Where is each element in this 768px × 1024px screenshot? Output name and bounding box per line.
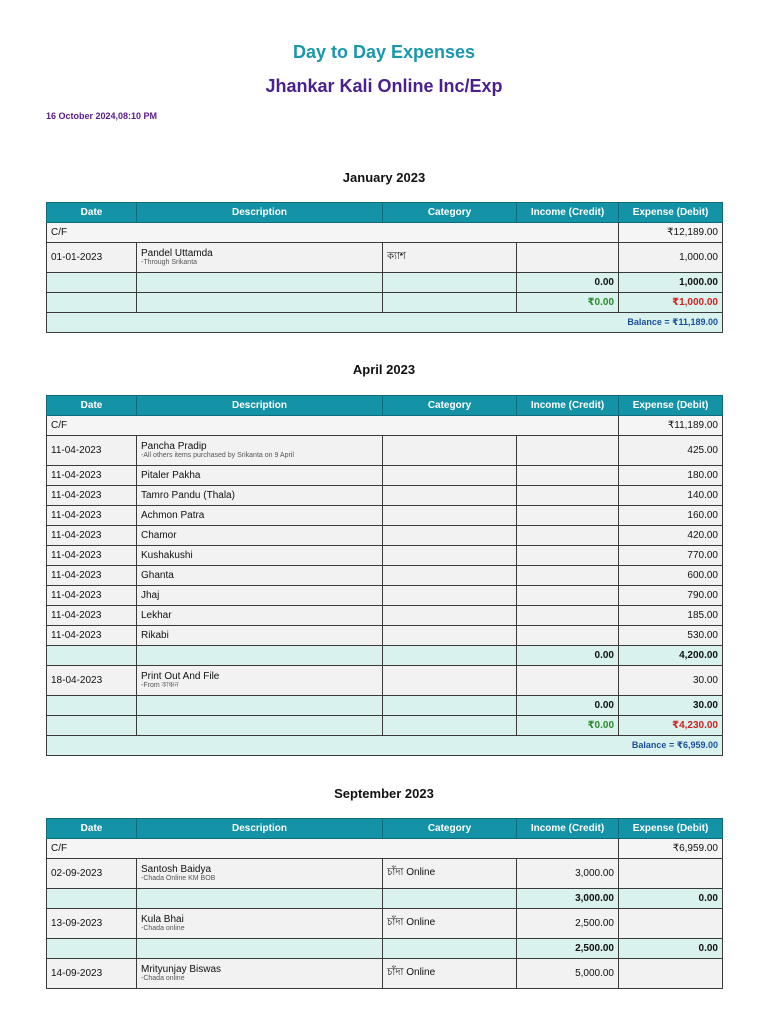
entry-description: [137, 526, 383, 546]
entry-category: [383, 526, 517, 546]
entry-category: [383, 546, 517, 566]
carry-forward-row: [47, 839, 723, 859]
total-empty: [47, 716, 137, 736]
entry-expense: 770.00: [619, 546, 723, 566]
total-row: [47, 716, 723, 736]
entry-description: [137, 486, 383, 506]
entry-category: চাঁদা Online: [383, 959, 517, 989]
entry-expense: 530.00: [619, 626, 723, 646]
entry-category: [383, 606, 517, 626]
column-date: Date: [47, 396, 137, 416]
total-empty: [383, 293, 517, 313]
subtotal-income: 0.00: [517, 646, 619, 666]
table-row: [47, 666, 723, 696]
entry-income: 3,000.00: [517, 859, 619, 889]
entry-income: 5,000.00: [517, 959, 619, 989]
table-row: [47, 486, 723, 506]
entry-description: [137, 466, 383, 486]
entry-date: 11-04-2023: [47, 486, 137, 506]
entry-expense: 1,000.00: [619, 243, 723, 273]
entry-date: 11-04-2023: [47, 566, 137, 586]
total-empty: [137, 293, 383, 313]
entry-description: [137, 566, 383, 586]
subtotal-empty: [137, 646, 383, 666]
column-expense: Expense (Debit): [619, 819, 723, 839]
entry-date: 11-04-2023: [47, 506, 137, 526]
entry-category: চাঁদা Online: [383, 859, 517, 889]
subtotal-empty: [137, 939, 383, 959]
subtotal-expense: 0.00: [619, 939, 723, 959]
column-description: Description: [137, 203, 383, 223]
entry-date: 11-04-2023: [47, 606, 137, 626]
entry-category: চাঁদা Online: [383, 909, 517, 939]
entry-description-text: Lekhar: [141, 610, 172, 621]
entry-date: 11-04-2023: [47, 586, 137, 606]
entry-category: [383, 486, 517, 506]
subtotal-expense: 30.00: [619, 696, 723, 716]
entry-expense: [619, 859, 723, 889]
entry-description-text: Tamro Pandu (Thala): [141, 490, 235, 501]
entry-expense: [619, 959, 723, 989]
subtotal-empty: [383, 696, 517, 716]
balance-amount: Balance = ₹6,959.00: [47, 736, 723, 756]
entry-description-text: Kushakushi: [141, 550, 193, 561]
table-header-row: [47, 203, 723, 223]
carry-forward-amount: ₹12,189.00: [619, 223, 723, 243]
entry-expense: 160.00: [619, 506, 723, 526]
entry-description: [137, 909, 383, 939]
entry-date: 01-01-2023: [47, 243, 137, 273]
entry-income: [517, 586, 619, 606]
entry-expense: 140.00: [619, 486, 723, 506]
entry-income: [517, 436, 619, 466]
entry-category: [383, 566, 517, 586]
table-row: [47, 466, 723, 486]
entry-description-note: -Chada Online KM BOB: [141, 875, 216, 882]
entry-date: 11-04-2023: [47, 626, 137, 646]
section-month-heading: April 2023: [352, 362, 416, 377]
entry-description-note: -Chada online: [141, 975, 185, 982]
entry-category: [383, 586, 517, 606]
subtotal-income: 0.00: [517, 273, 619, 293]
report-timestamp: 16 October 2024,08:10 PM: [46, 111, 158, 121]
carry-forward-label: C/F: [47, 839, 619, 859]
table-row: [47, 243, 723, 273]
subtotal-income: 3,000.00: [517, 889, 619, 909]
entry-expense: 30.00: [619, 666, 723, 696]
section-month-heading: September 2023: [334, 786, 434, 801]
total-expense: ₹4,230.00: [619, 716, 723, 736]
entry-description-text: Chamor: [141, 530, 177, 541]
subtotal-expense: 1,000.00: [619, 273, 723, 293]
entry-expense: 790.00: [619, 586, 723, 606]
column-category: Category: [383, 819, 517, 839]
entry-date: 11-04-2023: [47, 436, 137, 466]
subtotal-expense: 4,200.00: [619, 646, 723, 666]
column-income: Income (Credit): [517, 203, 619, 223]
entry-description: [137, 666, 383, 696]
subtotal-row: [47, 696, 723, 716]
entry-description-text: Mrityunjay Biswas: [141, 964, 222, 975]
carry-forward-amount: ₹11,189.00: [619, 416, 723, 436]
entry-description: [137, 546, 383, 566]
entry-description-text: Achmon Patra: [141, 510, 205, 521]
table-row: [47, 606, 723, 626]
column-description: Description: [137, 819, 383, 839]
entry-date: 18-04-2023: [47, 666, 137, 696]
subtotal-empty: [383, 646, 517, 666]
subtotal-empty: [47, 646, 137, 666]
subtotal-empty: [47, 696, 137, 716]
entry-date: 11-04-2023: [47, 526, 137, 546]
page-title: Day to Day Expenses: [292, 42, 476, 62]
subtotal-empty: [47, 273, 137, 293]
entry-income: 2,500.00: [517, 909, 619, 939]
table-header-row: [47, 396, 723, 416]
total-empty: [137, 716, 383, 736]
table-row: [47, 436, 723, 466]
entry-description-text: Ghanta: [141, 570, 174, 581]
entry-expense: 185.00: [619, 606, 723, 626]
entry-expense: 420.00: [619, 526, 723, 546]
table-row: [47, 859, 723, 889]
total-empty: [383, 716, 517, 736]
entry-description-text: Print Out And File: [141, 671, 220, 682]
subtotal-empty: [137, 696, 383, 716]
entry-category: [383, 666, 517, 696]
entry-category: ক্যাশ: [383, 243, 517, 273]
ledger-table: [46, 395, 723, 756]
entry-description-text: Pandel Uttamda: [141, 248, 213, 259]
total-income: ₹0.00: [517, 716, 619, 736]
entry-description-note: -Chada online: [141, 925, 185, 932]
table-row: [47, 506, 723, 526]
subtotal-row: [47, 646, 723, 666]
ledger-table: [46, 202, 723, 333]
entry-income: [517, 606, 619, 626]
total-expense: ₹1,000.00: [619, 293, 723, 313]
entry-income: [517, 666, 619, 696]
entry-description-note: -All others items purchased by Srikanta on 9 April: [141, 452, 294, 459]
carry-forward-row: [47, 223, 723, 243]
entry-description-text: Pitaler Pakha: [141, 470, 201, 481]
carry-forward-row: [47, 416, 723, 436]
page-subtitle: Jhankar Kali Online Inc/Exp: [265, 76, 503, 96]
entry-description-text: Rikabi: [141, 630, 169, 641]
entry-category: [383, 466, 517, 486]
subtotal-expense: 0.00: [619, 889, 723, 909]
subtotal-row: [47, 889, 723, 909]
subtotal-empty: [383, 939, 517, 959]
total-income: ₹0.00: [517, 293, 619, 313]
entry-description: [137, 859, 383, 889]
subtotal-empty: [137, 273, 383, 293]
table-row: [47, 566, 723, 586]
entry-description-text: Santosh Baidya: [141, 864, 212, 875]
subtotal-row: [47, 273, 723, 293]
column-date: Date: [47, 819, 137, 839]
subtotal-income: 2,500.00: [517, 939, 619, 959]
subtotal-empty: [137, 889, 383, 909]
entry-description-text: Kula Bhai: [141, 914, 184, 925]
column-expense: Expense (Debit): [619, 396, 723, 416]
entry-date: 02-09-2023: [47, 859, 137, 889]
table-row: [47, 546, 723, 566]
entry-category: [383, 436, 517, 466]
entry-description-note: -Through Srikanta: [141, 259, 198, 266]
entry-description-note: -From কাঞ্চন: [141, 682, 179, 689]
entry-description: [137, 606, 383, 626]
subtotal-row: [47, 939, 723, 959]
section-month-heading: January 2023: [342, 170, 426, 185]
entry-description: [137, 959, 383, 989]
entry-income: [517, 506, 619, 526]
entry-date: 11-04-2023: [47, 466, 137, 486]
entry-income: [517, 526, 619, 546]
entry-income: [517, 566, 619, 586]
entry-description-text: Jhaj: [141, 590, 160, 601]
entry-description: [137, 506, 383, 526]
column-income: Income (Credit): [517, 396, 619, 416]
entry-income: [517, 546, 619, 566]
balance-amount: Balance = ₹11,189.00: [47, 313, 723, 333]
subtotal-empty: [383, 273, 517, 293]
entry-expense: 180.00: [619, 466, 723, 486]
carry-forward-label: C/F: [47, 416, 619, 436]
subtotal-empty: [383, 889, 517, 909]
entry-income: [517, 243, 619, 273]
column-description: Description: [137, 396, 383, 416]
table-row: [47, 909, 723, 939]
subtotal-empty: [47, 889, 137, 909]
entry-income: [517, 466, 619, 486]
column-category: Category: [383, 203, 517, 223]
entry-description: [137, 586, 383, 606]
table-row: [47, 526, 723, 546]
entry-income: [517, 486, 619, 506]
entry-description: [137, 626, 383, 646]
entry-category: [383, 626, 517, 646]
carry-forward-label: C/F: [47, 223, 619, 243]
entry-expense: 425.00: [619, 436, 723, 466]
table-row: [47, 586, 723, 606]
entry-description: [137, 243, 383, 273]
balance-row: [47, 736, 723, 756]
entry-date: 14-09-2023: [47, 959, 137, 989]
entry-description-text: Pancha Pradip: [141, 441, 207, 452]
column-date: Date: [47, 203, 137, 223]
column-income: Income (Credit): [517, 819, 619, 839]
entry-category: [383, 506, 517, 526]
entry-date: 13-09-2023: [47, 909, 137, 939]
table-header-row: [47, 819, 723, 839]
column-category: Category: [383, 396, 517, 416]
subtotal-income: 0.00: [517, 696, 619, 716]
total-empty: [47, 293, 137, 313]
carry-forward-amount: ₹6,959.00: [619, 839, 723, 859]
table-row: [47, 959, 723, 989]
column-expense: Expense (Debit): [619, 203, 723, 223]
entry-income: [517, 626, 619, 646]
subtotal-empty: [47, 939, 137, 959]
entry-date: 11-04-2023: [47, 546, 137, 566]
ledger-table: [46, 818, 723, 989]
balance-row: [47, 313, 723, 333]
entry-expense: 600.00: [619, 566, 723, 586]
entry-description: [137, 436, 383, 466]
table-row: [47, 626, 723, 646]
entry-expense: [619, 909, 723, 939]
total-row: [47, 293, 723, 313]
